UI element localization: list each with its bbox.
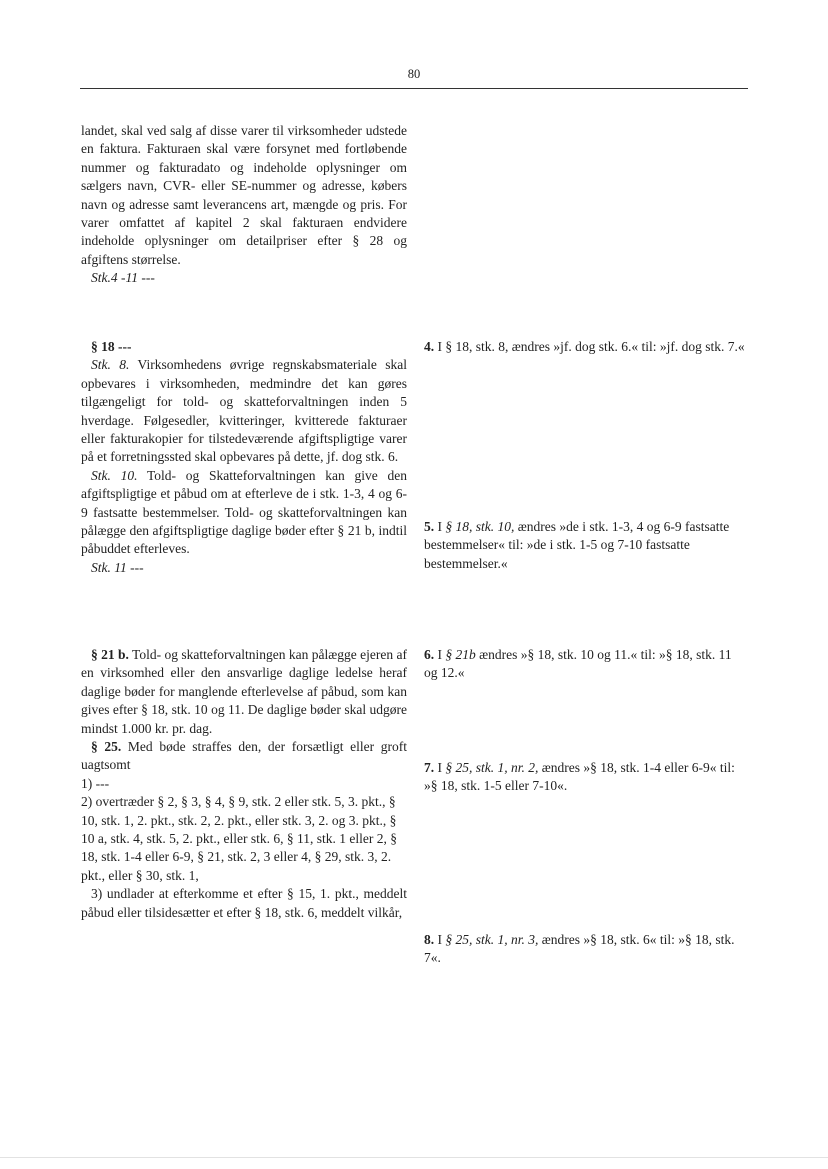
item-2: 2) overtræder § 2, § 3, § 4, § 9, stk. 2 eller stk. 5, 3. pkt., § 10, stk. 1, 2. pkt., stk. 2, 2. pkt., eller stk. 3, 2. og 3. pkt., § 10 a, stk. 4, stk. 5, 2. pkt., eller stk. 6, § 11, stk. 1 eller 2, § 18, stk. 1-4 eller 6-9, § 21, stk. 2, 3 eller 4, § 29, stk. 3, 2. pkt., eller § 30, stk. 1, xyxy=(81,794,397,883)
item-1: 1) --- xyxy=(81,775,110,791)
amendment-4 xyxy=(424,338,748,356)
amendment-5-text: ændres »de i stk. 1-3, 4 og 6-9 fastsatte bestemmelser« til: »de i stk. 1-5 og 7-10 fastsatte bestemmelser.« xyxy=(424,519,730,571)
stk-10-paragraph xyxy=(81,467,407,559)
section-18-heading: § 18 --- xyxy=(91,339,132,354)
amendment-4-text: I § 18, stk. 8, ændres »jf. dog stk. 6.« til: »jf. dog stk. 7.« xyxy=(434,339,745,354)
item-3: 3) undlader at efterkomme et efter § 15, 1. pkt., meddelt påbud eller tilsidesætter et efter § 18, stk. 6, meddelt vilkår, xyxy=(81,886,407,920)
stk-8-label: Stk. 8. xyxy=(91,357,130,373)
amendment-7-reference: § 25, stk. 1, nr. 2, xyxy=(445,760,539,775)
section-18-block xyxy=(81,338,407,577)
stk-4-11: Stk.4 -11 --- xyxy=(91,270,155,286)
amendment-8 xyxy=(424,931,748,968)
amendment-8-reference: § 25, stk. 1, nr. 3, xyxy=(445,932,539,947)
amendment-7-number: 7. xyxy=(424,760,435,775)
amendment-5-prefix: I xyxy=(434,519,446,534)
stk-8-text: Virksomhedens øvrige regnskabsmateriale skal opbevares i virksomheden, medmindre det kan gøres tilgængeligt for told- og skatteforvaltningen inden 5 hverdage. Følgesedler, kvitteringer, kvitterede fakturaer eller fakturakopier for tilstedeværende afgiftspligtige varer på et forretningssted skal opbevares på dette, jf. dog stk. 6. xyxy=(81,357,407,465)
scan-edge-line xyxy=(0,1157,828,1158)
amendment-6 xyxy=(424,646,748,683)
section-25-paragraph xyxy=(81,738,407,775)
stk-10-text: Told- og Skatteforvaltningen kan give den afgiftspligtige et påbud om at efterleve de i stk. 1-3, 4 og 6-9 fastsatte bestemmelser. Told- og skatteforvaltningen kan pålægge den afgiftspligtige daglige bøder efter § 21 b, indtil påbuddet efterleves. xyxy=(81,467,407,557)
stk-10-label: Stk. 10. xyxy=(91,467,138,483)
header-rule xyxy=(80,88,748,89)
section-25-text: Med bøde straffes den, der forsætligt eller groft uagtsomt xyxy=(81,739,407,773)
amendment-8-prefix: I xyxy=(434,932,446,947)
section-21b-label: § 21 b. xyxy=(91,647,129,662)
amendment-4-number: 4. xyxy=(424,339,435,354)
amendment-6-reference: § 21b xyxy=(445,647,476,662)
amendment-7 xyxy=(424,759,748,796)
amendment-6-prefix: I xyxy=(434,647,446,662)
amendment-7-prefix: I xyxy=(434,760,446,775)
amendment-7-text: ændres »§ 18, stk. 1-4 eller 6-9« til: »§ 18, stk. 1-5 eller 7-10«. xyxy=(424,760,735,794)
section-21b-paragraph xyxy=(81,646,407,738)
page-number: 80 xyxy=(407,67,421,81)
amendment-5-number: 5. xyxy=(424,519,435,534)
amendment-6-number: 6. xyxy=(424,647,435,662)
amendment-5-reference: § 18, stk. 10, xyxy=(445,519,515,534)
section-25-label: § 25. xyxy=(91,739,122,755)
intro-paragraph: landet, skal ved salg af disse varer til virksomheder udstede en faktura. Fakturaen skal være forsynet med fortløbende nummer og fakturadato og indeholde oplysninger om sælgers navn, CVR- eller SE-nummer og adresse, købers navn og adresse samt leverancens art, mængde og pris. For varer omfattet af kapitel 2 skal fakturaen endvidere indeholde oplysninger om detailpriser efter § 28 og afgiftens størrelse. xyxy=(81,123,407,267)
amendment-5 xyxy=(424,518,748,573)
amendment-8-text: ændres »§ 18, stk. 6« til: »§ 18, stk. 7«. xyxy=(424,932,735,966)
amendment-8-number: 8. xyxy=(424,932,435,947)
stk-11: Stk. 11 --- xyxy=(91,559,144,575)
section-21b-text: Told- og skatteforvaltningen kan pålægge ejeren af en virksomhed eller den ansvarlige daglige ledelse heraf daglige bøder for manglende efterlevelse af påbud, som kan gives efter § 18, stk. 10 og 11. De daglige bøder skal udgøre mindst 1.000 kr. pr. dag. xyxy=(81,647,407,736)
stk-8-paragraph xyxy=(81,356,407,466)
section-intro-block xyxy=(81,122,407,288)
section-21b-block xyxy=(81,646,407,922)
amendment-6-text: ændres »§ 18, stk. 10 og 11.« til: »§ 18, stk. 11 og 12.« xyxy=(424,647,732,681)
